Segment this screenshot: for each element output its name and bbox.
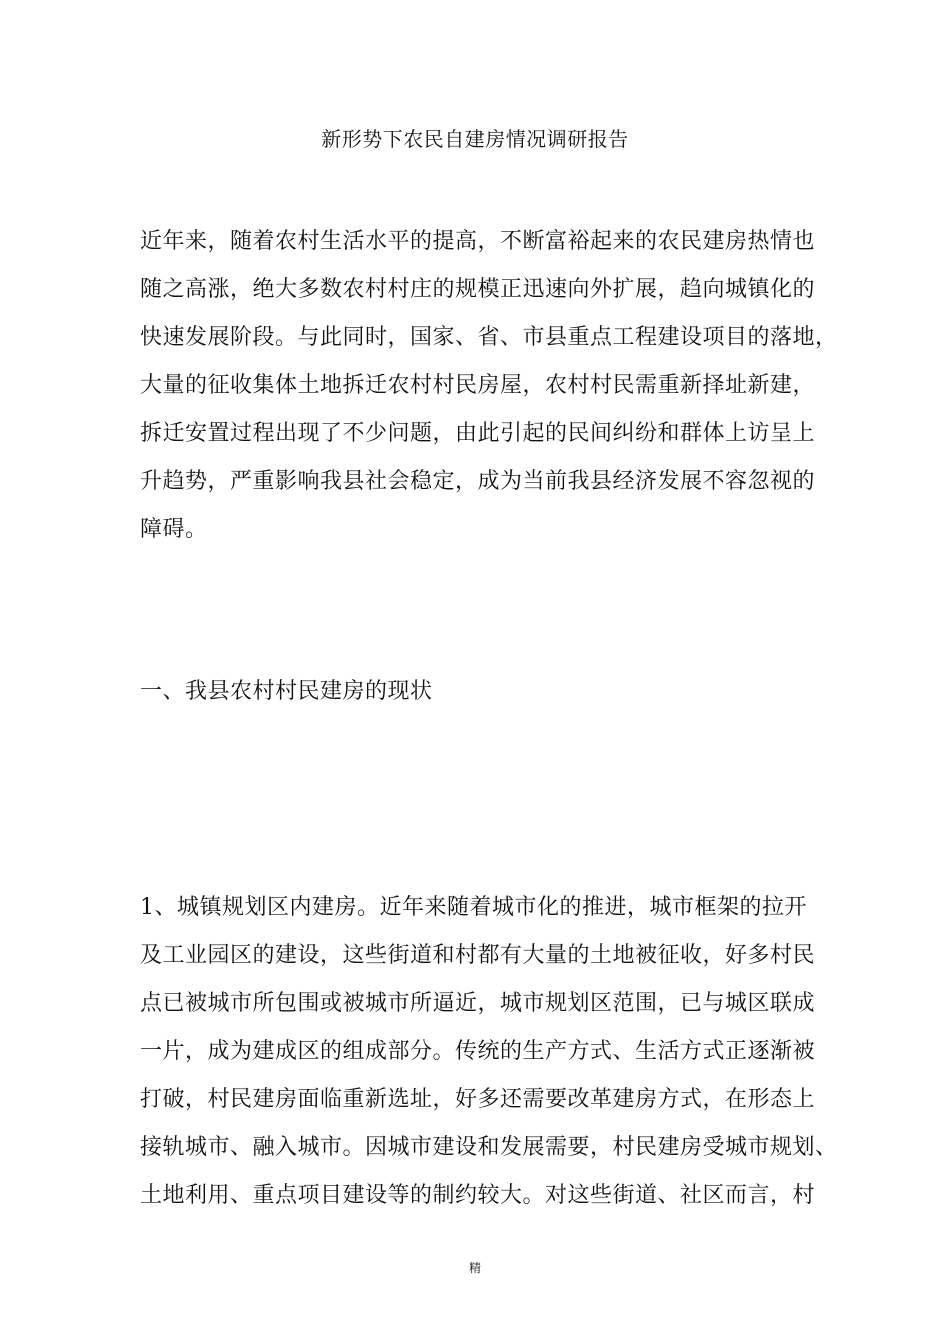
paragraph-line: 拆迁安置过程出现了不少问题，由此引起的民间纠纷和群体上访呈上 — [140, 421, 816, 446]
section-heading-text: 一、我县农村村民建房的现状 — [140, 679, 433, 704]
paragraph-line: 大量的征收集体土地拆迁农村村民房屋，农村村民需重新择址新建， — [140, 373, 816, 398]
paragraph-line: 土地利用、重点项目建设等的制约较大。对这些街道、社区而言，村 — [140, 1183, 816, 1208]
paragraph-line: 障碍。 — [140, 517, 208, 542]
paragraph-line: 接轨城市、融入城市。因城市建设和发展需要，村民建房受城市规划、 — [140, 1135, 838, 1160]
paragraph-line: 1、城镇规划区内建房。近年来随着城市化的推进，城市框架的拉开 — [140, 895, 807, 920]
paragraph-line: 随之高涨，绝大多数农村村庄的规模正迅速向外扩展，趋向城镇化的 — [140, 277, 816, 302]
paragraph-line: 快速发展阶段。与此同时，国家、省、市县重点工程建设项目的落地， — [140, 325, 838, 350]
paragraph-line: 点已被城市所包围或被城市所逼近，城市规划区范围，已与城区联成 — [140, 991, 816, 1016]
section-paragraph — [140, 884, 838, 1220]
page-footer: 精 — [468, 1261, 481, 1275]
paragraph-line: 升趋势，严重影响我县社会稳定，成为当前我县经济发展不容忽视的 — [140, 469, 816, 494]
intro-paragraph — [140, 218, 838, 554]
section-heading — [140, 668, 830, 716]
paragraph-line: 及工业园区的建设，这些街道和村都有大量的土地被征收，好多村民 — [140, 943, 816, 968]
page-title: 新形势下农民自建房情况调研报告 — [321, 127, 629, 151]
paragraph-line: 近年来，随着农村生活水平的提高，不断富裕起来的农民建房热情也 — [140, 229, 816, 254]
paragraph-line: 打破，村民建房面临重新选址，好多还需要改革建房方式，在形态上 — [140, 1087, 816, 1112]
paragraph-line: 一片，成为建成区的组成部分。传统的生产方式、生活方式正逐渐被 — [140, 1039, 816, 1064]
